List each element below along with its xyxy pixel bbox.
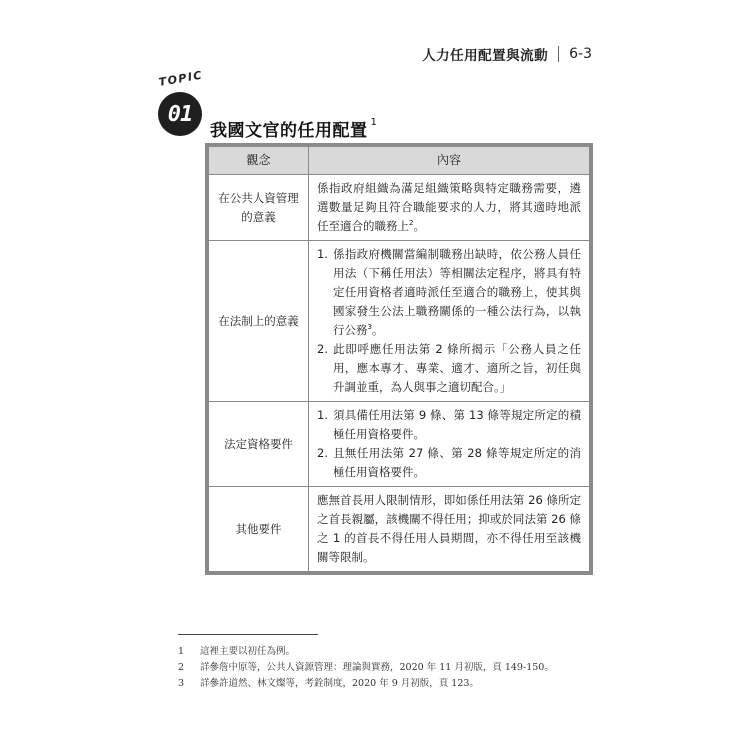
topic-number-circle (158, 92, 202, 136)
footnote-number: 3 (178, 678, 185, 689)
footnote-number: 2 (178, 662, 185, 673)
footnote-number: 1 (178, 646, 185, 657)
title-footnote-ref: 1 (370, 117, 378, 129)
footnote-text: 詳參詹中原等，公共人資源管理：理論與實務，2020 年 11 月初版，頁 149-150。 (200, 662, 554, 673)
topic-badge (157, 68, 204, 136)
footnote-ref: 3 (367, 323, 372, 332)
item-number: 2. (317, 342, 328, 356)
content-text: 係指政府組織為滿足組織策略與特定職務需要，遴選數量足夠且符合職能要求的人力，將其適時地派任至適合的職務上 (317, 181, 581, 233)
item-number: 1. (317, 408, 328, 422)
header-divider (558, 46, 559, 62)
footnote-divider (178, 634, 318, 635)
item-text: 係指政府機關當編制職務出缺時，依公務人員任用法（下稱任用法）等相關法定程序，將具有特定任用資格者適時派任至適合的職務上，使其與國家發生公法上職務關係的一種公法行為，以執行公務 (333, 247, 581, 337)
list-item (317, 245, 581, 340)
item-tail: 。 (371, 323, 384, 337)
content-tail: 。 (413, 219, 425, 233)
row-content (309, 175, 590, 241)
row-content: 應無首長用人限制情形，即如係任用法第 26 條所定之首長親屬，該機關不得任用；抑或於同法第 26 條之 1 的首長不得任用人員期間，亦不得任用至該機關等限制。 (309, 487, 590, 572)
footnote-text: 詳參許道然、林文燦等，考銓制度，2020 年 9 月初版，頁 123。 (200, 678, 479, 689)
chapter-title: 人力任用配置與流動 (422, 48, 549, 64)
section-title-text: 我國文官的任用配置 (210, 121, 368, 141)
row-term: 在公共人資管理的意義 (209, 175, 309, 241)
table-header-row (209, 147, 590, 175)
list-item (317, 444, 581, 482)
row-term: 法定資格要件 (209, 402, 309, 487)
footnote-ref: 2 (409, 219, 414, 228)
table-row (209, 402, 590, 487)
header-concept: 觀念 (209, 147, 309, 175)
topic-number: 01 (167, 101, 193, 127)
footnote (178, 660, 598, 676)
footnote (178, 644, 598, 660)
table-row (209, 487, 590, 572)
concept-table (205, 143, 593, 575)
row-content (309, 241, 590, 402)
item-text: 此即呼應任用法第 2 條所揭示「公務人員之任用，應本專才、專業、適才、適所之旨，初任與升調並重，為人與事之適切配合。」 (333, 342, 581, 394)
list-item (317, 340, 581, 397)
running-header (422, 44, 592, 64)
header-content: 內容 (309, 147, 590, 175)
item-text: 須具備任用法第 9 條、第 13 條等規定所定的積極任用資格要件。 (333, 408, 581, 441)
section-title (210, 116, 377, 141)
footnotes (178, 644, 598, 692)
footnote-text: 這裡主要以初任為例。 (200, 646, 296, 657)
table-row (209, 241, 590, 402)
page-number: 6-3 (569, 46, 592, 62)
row-content (309, 402, 590, 487)
item-number: 2. (317, 446, 328, 460)
item-number: 1. (317, 247, 328, 261)
table-row (209, 175, 590, 241)
item-text: 且無任用法第 27 條、第 28 條等規定所定的消極任用資格要件。 (333, 446, 581, 479)
row-term: 其他要件 (209, 487, 309, 572)
list-item (317, 406, 581, 444)
topic-label: TOPIC (157, 68, 204, 89)
footnote (178, 676, 598, 692)
row-term: 在法制上的意義 (209, 241, 309, 402)
